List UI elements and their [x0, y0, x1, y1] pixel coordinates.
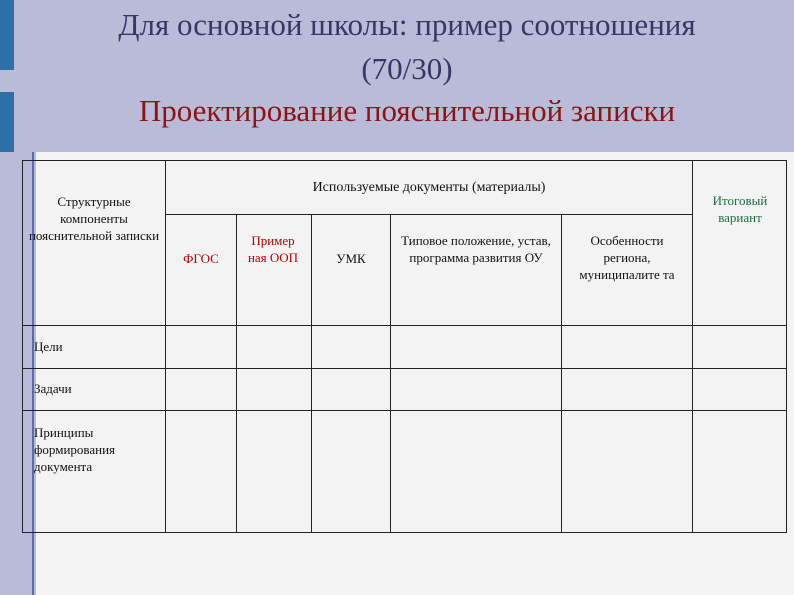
- page-title-line-2: (70/30): [361, 51, 453, 86]
- final-header-cell: Итоговый вариант: [712, 193, 768, 225]
- column-header-oop: Пример ная ООП: [247, 233, 299, 265]
- column-header-region: Особенности региона, муниципалите та: [579, 233, 675, 282]
- column-header-regulations: Типовое положение, устав, программа развития ОУ: [401, 233, 551, 265]
- accent-bar-middle: [0, 92, 14, 152]
- page-subtitle: Проектирование пояснительной записки: [138, 93, 676, 128]
- page-title-line-1: Для основной школы: пример соотношения: [118, 7, 696, 42]
- row-label-goals: Цели: [34, 339, 63, 354]
- column-header-umk: УМК: [336, 251, 366, 266]
- row-label-tasks: Задачи: [34, 381, 72, 396]
- accent-bar-top: [0, 0, 14, 70]
- row-label-principles: Принципы формирования документа: [34, 425, 116, 474]
- column-header-fgos: ФГОС: [183, 251, 219, 266]
- row-header-cell: Структурные компоненты пояснительной записки: [28, 194, 160, 243]
- group-header-cell: Используемые документы (материалы): [312, 180, 546, 195]
